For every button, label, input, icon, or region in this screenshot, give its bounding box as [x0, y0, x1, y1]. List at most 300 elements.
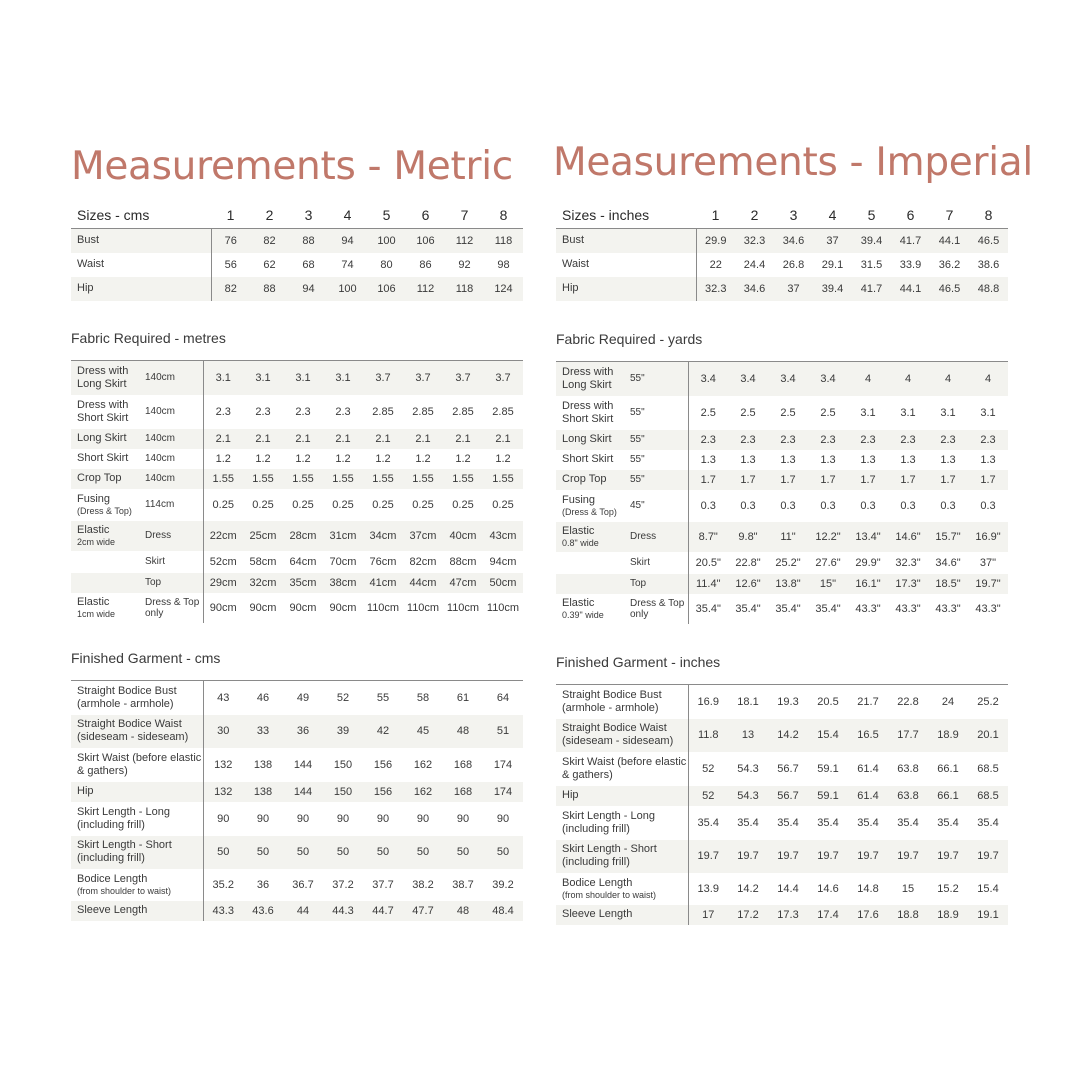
table-cell: 2.5 — [820, 406, 836, 419]
table-cell: 48 — [443, 901, 483, 921]
table-cell: 15.4 — [808, 719, 848, 752]
table-cell: 20.5" — [695, 556, 721, 569]
row-label: Waist — [556, 253, 696, 277]
table-cell: 138 — [243, 782, 283, 802]
imperial-title: Measurements - Imperial — [553, 140, 1033, 185]
table-cell: 29.9 — [696, 229, 735, 253]
table-cell: 39.2 — [492, 878, 514, 891]
table-cell: 22.8" — [735, 556, 761, 569]
table-cell: 156 — [373, 758, 393, 771]
table-cell: 118 — [445, 277, 484, 301]
table-cell: 26.8 — [782, 258, 805, 271]
imperial-fabric-table — [556, 361, 1008, 624]
table-row — [71, 901, 523, 921]
row-label — [71, 715, 203, 748]
table-cell: 90cm — [329, 601, 357, 614]
table-cell: 1.2 — [495, 452, 511, 465]
table-cell: 110cm — [406, 601, 440, 614]
fabric-width: 55" — [630, 362, 688, 396]
table-cell: 44cm — [403, 573, 443, 593]
row-label-text: Dress with Short Skirt — [562, 399, 614, 425]
row-label — [556, 450, 630, 470]
metric-title: Measurements - Metric — [71, 144, 513, 189]
metric-fabric-title: Fabric Required - metres — [71, 330, 226, 346]
table-cell: 1.7 — [808, 470, 848, 490]
table-cell: 0.3 — [860, 499, 876, 512]
table-cell: 18.8 — [888, 905, 928, 925]
row-label-text: Dress with Long Skirt — [562, 365, 614, 391]
fabric-width: Dress — [145, 521, 203, 551]
table-cell: 35.4" — [735, 602, 761, 615]
table-cell: 28cm — [283, 521, 323, 551]
metric-finished-title: Finished Garment - cms — [71, 650, 221, 666]
table-cell: 32.3 — [696, 277, 735, 301]
table-cell: 90 — [416, 812, 430, 825]
table-cell: 38.6 — [977, 258, 1000, 271]
table-cell: 1.7 — [848, 470, 888, 490]
table-cell: 0.25 — [252, 498, 274, 511]
table-cell: 32.3" — [895, 556, 921, 569]
table-cell: 2.1 — [483, 429, 523, 449]
table-cell: 13.8" — [768, 574, 808, 594]
table-cell: 35.4 — [817, 816, 839, 829]
row-label-note: 0.8" wide — [562, 538, 599, 548]
table-cell: 1.2 — [335, 452, 351, 465]
row-label: Hip — [556, 277, 696, 301]
table-row — [556, 873, 1008, 905]
row-label: Waist — [71, 253, 211, 277]
row-label — [71, 782, 203, 802]
table-cell: 2.1 — [203, 429, 243, 449]
table-cell: 19.7 — [968, 840, 1008, 873]
table-cell: 3.1 — [283, 361, 323, 395]
table-cell: 20.5 — [817, 695, 839, 708]
table-cell: 3.7 — [443, 361, 483, 395]
table-row — [71, 469, 523, 489]
table-cell: 14.2 — [737, 882, 759, 895]
table-cell: 1.55 — [403, 469, 443, 489]
table-row — [71, 429, 523, 449]
table-cell: 25.2 — [977, 695, 999, 708]
row-label-text: Elastic — [77, 524, 110, 536]
table-cell: 168 — [443, 782, 483, 802]
table-cell: 15.4 — [977, 882, 999, 895]
size-header: 2 — [735, 202, 774, 229]
table-cell: 49 — [296, 691, 310, 704]
table-cell: 19.7 — [808, 840, 848, 873]
row-label-text: Skirt Length - Short (including frill) — [77, 839, 172, 864]
table-cell: 19.1 — [968, 905, 1008, 925]
row-label-text: Dress with Short Skirt — [77, 398, 129, 424]
table-cell: 19.7" — [968, 574, 1008, 594]
table-cell: 150 — [333, 758, 353, 771]
table-cell: 14.6 — [817, 882, 839, 895]
row-label — [71, 521, 145, 551]
table-cell: 52 — [702, 762, 715, 775]
table-cell: 37 — [813, 229, 852, 253]
table-cell: 1.7 — [768, 470, 808, 490]
table-cell: 17 — [688, 905, 728, 925]
table-cell: 56.7 — [768, 786, 808, 806]
table-cell: 4 — [968, 362, 1008, 396]
table-cell: 24 — [941, 695, 955, 708]
table-cell: 2.1 — [403, 429, 443, 449]
imperial-body-table — [556, 202, 1008, 301]
table-cell: 1.2 — [455, 452, 471, 465]
table-cell: 37.2 — [332, 878, 354, 891]
table-cell: 17.3 — [768, 905, 808, 925]
row-label — [556, 470, 630, 490]
table-cell: 1.2 — [415, 452, 431, 465]
row-label-text: Straight Bodice Bust (armhole - armhole) — [77, 684, 177, 710]
table-cell: 1.3 — [740, 453, 756, 466]
table-cell: 94 — [328, 229, 367, 253]
table-cell: 35.4 — [857, 816, 879, 829]
table-cell: 2.3 — [255, 405, 271, 418]
table-cell: 54.3 — [737, 762, 759, 775]
row-label — [556, 905, 688, 925]
row-label-text: Fusing — [77, 493, 111, 505]
fabric-width: 55" — [630, 396, 688, 430]
table-cell: 3.1 — [243, 361, 283, 395]
table-cell: 3.7 — [403, 361, 443, 395]
table-cell: 3.1 — [900, 406, 916, 419]
row-label — [556, 685, 688, 719]
table-cell: 35.4" — [815, 602, 841, 615]
table-row — [71, 361, 523, 395]
table-row — [71, 277, 523, 301]
table-cell: 51 — [483, 715, 523, 748]
table-cell: 41.7 — [852, 277, 891, 301]
row-label — [556, 752, 688, 786]
table-cell: 2.3 — [848, 430, 888, 450]
fabric-width: Skirt — [145, 551, 203, 573]
table-cell: 82cm — [409, 555, 437, 568]
table-cell: 52 — [688, 786, 728, 806]
table-cell: 68.5 — [977, 762, 999, 775]
table-cell: 1.3 — [700, 453, 716, 466]
table-row — [556, 574, 1008, 594]
table-cell: 35.4 — [977, 816, 999, 829]
table-cell: 58 — [416, 691, 430, 704]
table-row — [71, 748, 523, 782]
table-cell: 2.85 — [412, 405, 434, 418]
table-cell: 50 — [483, 836, 523, 869]
table-cell: 37cm — [403, 521, 443, 551]
size-header: 8 — [969, 202, 1008, 229]
table-cell: 34.6 — [735, 277, 774, 301]
table-cell: 17.6 — [848, 905, 888, 925]
table-cell: 47cm — [443, 573, 483, 593]
row-label-text: Dress with Long Skirt — [77, 364, 129, 390]
table-cell: 1.7 — [928, 470, 968, 490]
table-row — [556, 786, 1008, 806]
table-cell: 44.1 — [891, 277, 930, 301]
table-cell: 86 — [419, 258, 432, 271]
table-cell: 118 — [484, 229, 523, 253]
table-cell: 0.3 — [980, 499, 996, 512]
table-cell: 63.8 — [897, 762, 919, 775]
table-cell: 106 — [406, 229, 445, 253]
table-cell: 9.8" — [728, 522, 768, 552]
table-cell: 35.4" — [775, 602, 801, 615]
table-cell: 43.3" — [975, 602, 1001, 615]
table-cell: 17.2 — [728, 905, 768, 925]
table-cell: 3.1 — [980, 406, 996, 419]
table-cell: 80 — [380, 258, 393, 271]
table-cell: 54.3 — [728, 786, 768, 806]
table-row — [556, 905, 1008, 925]
table-cell: 90 — [456, 812, 470, 825]
table-cell: 88 — [289, 229, 328, 253]
table-cell: 162 — [413, 758, 433, 771]
table-cell: 59.1 — [808, 786, 848, 806]
table-cell: 16.9" — [968, 522, 1008, 552]
size-header: 2 — [250, 202, 289, 229]
row-label-text: Elastic — [77, 596, 110, 608]
table-cell: 43cm — [483, 521, 523, 551]
row-label — [71, 901, 203, 921]
metric-fabric-table — [71, 360, 523, 623]
row-label-note: 1cm wide — [77, 609, 116, 619]
table-cell: 68.5 — [968, 786, 1008, 806]
table-cell: 2.1 — [443, 429, 483, 449]
table-row — [556, 840, 1008, 873]
table-row — [556, 522, 1008, 552]
table-cell: 17.7 — [888, 719, 928, 752]
row-label — [71, 802, 203, 836]
table-cell: 88 — [250, 277, 289, 301]
table-cell: 2.3 — [335, 405, 351, 418]
table-cell: 1.2 — [255, 452, 271, 465]
table-cell: 1.55 — [243, 469, 283, 489]
row-label-text: Long Skirt — [77, 432, 127, 444]
size-header: 3 — [774, 202, 813, 229]
row-label — [556, 806, 688, 840]
table-row — [556, 396, 1008, 430]
table-cell: 90 — [496, 812, 510, 825]
table-cell: 138 — [253, 758, 273, 771]
table-cell: 46 — [256, 691, 270, 704]
sizes-header-row — [71, 202, 523, 229]
row-label — [71, 489, 145, 521]
table-cell: 1.3 — [780, 453, 796, 466]
table-cell: 94cm — [489, 555, 517, 568]
table-row — [556, 752, 1008, 786]
table-cell: 0.3 — [740, 499, 756, 512]
row-label-text: Short Skirt — [562, 453, 614, 465]
table-cell: 56 — [224, 258, 237, 271]
row-label-note: (from shoulder to waist) — [562, 890, 657, 900]
table-cell: 82 — [250, 229, 289, 253]
size-header: 4 — [328, 202, 367, 229]
row-label-text: Long Skirt — [562, 433, 612, 445]
row-label — [556, 594, 630, 624]
table-cell: 34cm — [363, 521, 403, 551]
table-row — [556, 450, 1008, 470]
table-cell: 98 — [497, 258, 510, 271]
size-header: 1 — [696, 202, 735, 229]
table-cell: 25cm — [243, 521, 283, 551]
table-cell: 90 — [336, 812, 350, 825]
table-cell: 64 — [496, 691, 510, 704]
table-cell: 1.3 — [860, 453, 876, 466]
table-cell: 112 — [445, 229, 484, 253]
table-cell: 1.3 — [940, 453, 956, 466]
table-cell: 35.4 — [697, 816, 719, 829]
row-label-text: Skirt Waist (before elastic & gathers) — [77, 751, 202, 777]
table-cell: 2.1 — [243, 429, 283, 449]
table-cell: 35.4 — [737, 816, 759, 829]
table-cell: 0.25 — [452, 498, 474, 511]
table-cell: 90 — [256, 812, 270, 825]
table-cell: 35.4 — [937, 816, 959, 829]
table-cell: 15.7" — [928, 522, 968, 552]
table-cell: 0.25 — [372, 498, 394, 511]
table-cell: 2.5 — [780, 406, 796, 419]
table-cell: 1.2 — [215, 452, 231, 465]
table-cell: 56.7 — [777, 762, 799, 775]
table-cell: 42 — [363, 715, 403, 748]
row-label — [71, 429, 145, 449]
table-cell: 18.5" — [928, 574, 968, 594]
row-label — [556, 362, 630, 396]
table-cell: 1.7 — [688, 470, 728, 490]
table-cell: 46.5 — [930, 277, 969, 301]
table-cell: 1.3 — [820, 453, 836, 466]
table-cell: 19.3 — [777, 695, 799, 708]
table-cell: 174 — [483, 782, 523, 802]
table-cell: 36 — [256, 878, 270, 891]
fabric-width: Dress & Top only — [145, 593, 203, 623]
table-cell: 29.9" — [855, 556, 881, 569]
table-cell: 106 — [367, 277, 406, 301]
table-cell: 35.4 — [897, 816, 919, 829]
table-cell: 66.1 — [928, 786, 968, 806]
table-row — [71, 681, 523, 715]
table-cell: 33 — [243, 715, 283, 748]
fabric-width: 140cm — [145, 449, 203, 469]
table-cell: 90cm — [209, 601, 237, 614]
table-row — [556, 362, 1008, 396]
size-header: 7 — [930, 202, 969, 229]
table-cell: 66.1 — [937, 762, 959, 775]
table-cell: 90 — [296, 812, 310, 825]
table-cell: 16.1" — [848, 574, 888, 594]
row-label-text: Skirt Waist (before elastic & gathers) — [562, 755, 687, 781]
row-label — [71, 836, 203, 869]
row-label-text: Fusing — [562, 494, 596, 506]
table-cell: 61.4 — [857, 762, 879, 775]
table-cell: 19.7 — [768, 840, 808, 873]
table-cell: 15.2 — [937, 882, 959, 895]
table-row — [71, 521, 523, 551]
table-cell: 15 — [901, 882, 915, 895]
table-cell: 162 — [403, 782, 443, 802]
table-cell: 44.3 — [323, 901, 363, 921]
table-cell: 41cm — [363, 573, 403, 593]
table-cell: 2.1 — [363, 429, 403, 449]
row-label-text: Bodice Length — [77, 873, 148, 885]
row-label-note: (from shoulder to waist) — [77, 886, 172, 896]
table-cell: 34.6" — [935, 556, 961, 569]
table-cell: 8.7" — [688, 522, 728, 552]
sizes-label: Sizes - inches — [556, 202, 696, 229]
table-cell: 90cm — [249, 601, 277, 614]
size-header: 3 — [289, 202, 328, 229]
table-cell: 1.7 — [968, 470, 1008, 490]
table-cell: 4 — [848, 362, 888, 396]
table-cell: 34.6 — [774, 229, 813, 253]
row-label-text: Skirt Length - Long (including frill) — [562, 809, 655, 835]
table-cell: 32cm — [243, 573, 283, 593]
row-label — [71, 593, 145, 623]
table-cell: 43.6 — [243, 901, 283, 921]
table-cell: 156 — [363, 782, 403, 802]
table-cell: 36.7 — [292, 878, 314, 891]
table-cell: 0.3 — [700, 499, 716, 512]
row-label — [556, 840, 688, 873]
size-header: 1 — [211, 202, 250, 229]
fabric-width: Top — [630, 574, 688, 594]
table-cell: 38cm — [323, 573, 363, 593]
table-row — [556, 552, 1008, 574]
table-cell: 2.3 — [295, 405, 311, 418]
table-cell: 94 — [289, 277, 328, 301]
table-cell: 3.4 — [688, 362, 728, 396]
row-label: Bust — [556, 229, 696, 253]
row-label — [556, 552, 630, 574]
table-cell: 36.2 — [938, 258, 961, 271]
table-row — [71, 715, 523, 748]
table-cell: 1.7 — [888, 470, 928, 490]
table-row — [556, 594, 1008, 624]
table-cell: 50 — [203, 836, 243, 869]
table-cell: 4 — [888, 362, 928, 396]
table-cell: 1.7 — [728, 470, 768, 490]
table-row — [556, 430, 1008, 450]
table-cell: 18.9 — [928, 905, 968, 925]
table-cell: 2.85 — [492, 405, 514, 418]
fabric-width: 140cm — [145, 469, 203, 489]
fabric-width: 114cm — [145, 489, 203, 521]
table-cell: 14.4 — [777, 882, 799, 895]
table-cell: 3.1 — [860, 406, 876, 419]
row-label-text: Straight Bodice Bust (armhole - armhole) — [562, 688, 662, 714]
table-cell: 3.4 — [728, 362, 768, 396]
row-label-note: 0.39" wide — [562, 610, 604, 620]
table-row — [71, 551, 523, 573]
table-cell: 63.8 — [888, 786, 928, 806]
table-cell: 29.1 — [821, 258, 844, 271]
row-label — [71, 551, 145, 573]
table-cell: 2.3 — [888, 430, 928, 450]
table-row — [556, 719, 1008, 752]
row-label — [71, 469, 145, 489]
table-cell: 0.25 — [292, 498, 314, 511]
table-cell: 2.3 — [768, 430, 808, 450]
table-cell: 14.2 — [768, 719, 808, 752]
table-cell: 46.5 — [969, 229, 1008, 253]
row-label — [71, 573, 145, 593]
table-cell: 2.1 — [323, 429, 363, 449]
row-label-text: Crop Top — [77, 472, 122, 484]
row-label — [71, 361, 145, 395]
table-cell: 19.7 — [848, 840, 888, 873]
fabric-width: 140cm — [145, 395, 203, 429]
table-cell: 132 — [214, 758, 233, 771]
table-cell: 1.55 — [443, 469, 483, 489]
